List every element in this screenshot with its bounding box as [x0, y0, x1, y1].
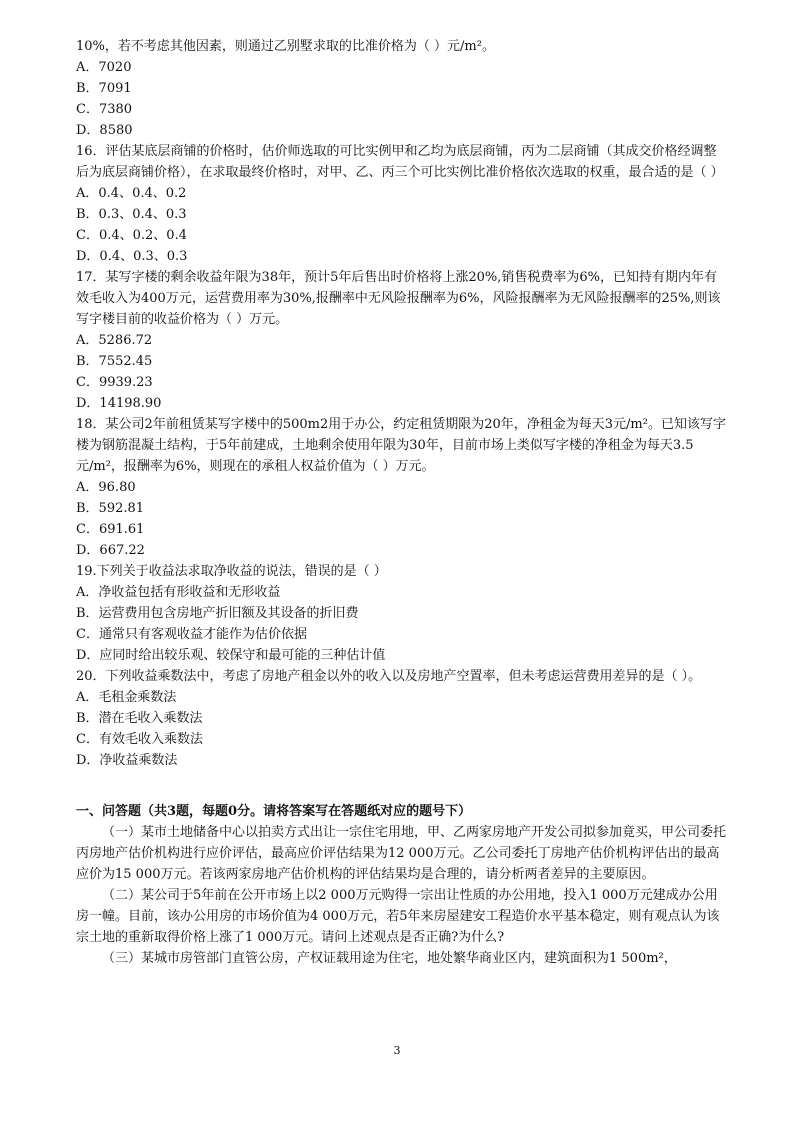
q18-option-c: C．691.61 [76, 522, 145, 537]
q16-text: 16．评估某底层商铺的价格时，估价师选取的可比实例甲和乙均为底层商铺，丙为二层商铺（其成交价格经调整后为底层商铺价格），在求取最终价格时，对甲、乙、丙三个可比实例比准价格依次选取的权重，最合适的是（ ） [76, 144, 724, 180]
q19-option-a: A．净收益包括有形收益和无形收益 [76, 585, 281, 600]
q18-option-d: D．667.22 [76, 543, 145, 558]
q19-text: 19.下列关于收益法求取净收益的说法，错误的是（ ） [76, 564, 387, 579]
q19-option-d: D．应同时给出较乐观、较保守和最可能的三种估计值 [76, 648, 386, 663]
q15-option-c: C．7380 [76, 102, 133, 117]
q20-option-c: C．有效毛收入乘数法 [76, 732, 203, 747]
section-spacer [76, 771, 726, 801]
q16-option-c: C．0.4、0.2、0.4 [76, 228, 187, 243]
q15-option-d: D．8580 [76, 123, 133, 138]
q19-option-c: C．通常只有客观收益才能作为估价依据 [76, 627, 307, 642]
q15-option-a: A．7020 [76, 60, 132, 75]
q20-text: 20．下列收益乘数法中，考虑了房地产租金以外的收入以及房地产空置率，但未考虑运营费用差异的是（ ）。 [76, 669, 702, 684]
q19-option-b: B．运营费用包含房地产折旧额及其设备的折旧费 [76, 606, 359, 621]
q16-option-a: A．0.4、0.4、0.2 [76, 186, 187, 201]
q20-option-d: D．净收益乘数法 [76, 753, 178, 768]
q16-option-d: D．0.4、0.3、0.3 [76, 249, 188, 264]
page-number: 3 [393, 1044, 401, 1057]
q17-option-b: B．7552.45 [76, 354, 153, 369]
q17-option-d: D．14198.90 [76, 396, 162, 411]
essay-question-1: （一）某市土地储备中心以拍卖方式出让一宗住宅用地，甲、乙两家房地产开发公司拟参加竟买，甲公司委托丙房地产估价机构进行应价评估，最高应价评估结果为12 000万元。乙公司委托丁房地产估价机构评估出的最高应价为15 000万元。若该两家房地产估价机构的评估结果均是合理的，请分析两者差异的主要原因。 [76, 825, 727, 882]
q18-text: 18．某公司2年前租赁某写字楼中的500m2用于办公，约定租赁期限为20年，净租金为每天3元/m²。已知该写字楼为钢筋混凝土结构，于5年前建成，土地剩余使用年限为30年，目前市场上类似写字楼的净租金为每天3.5元/m²，报酬率为6%，则现在的承租人权益价值为（ ）万元。 [76, 417, 726, 474]
q17-text: 17．某写字楼的剩余收益年限为38年，预计5年后售出时价格将上涨20%,销售税费率为6%，已知持有期内年有效毛收入为400万元，运营费用率为30%,报酬率中无风险报酬率为6%，风险报酬率为无风险报酬率的25%,则该写字楼目前的收益价格为（ ）万元。 [76, 270, 721, 327]
q16-option-b: B．0.3、0.4、0.3 [76, 207, 187, 222]
q17-option-c: C．9939.23 [76, 375, 153, 390]
q15-tail: 10%，若不考虑其他因素，则通过乙别墅求取的比准价格为（ ）元/m²。 [76, 39, 495, 54]
essay-question-3: （三）某城市房管部门直管公房，产权证载用途为住宅，地处繁华商业区内，建筑面积为1 500m²， [102, 951, 677, 966]
q18-option-a: A．96.80 [76, 480, 136, 495]
q17-option-a: A．5286.72 [76, 333, 153, 348]
section-title: 一、问答题（共3题，每题0分。请将答案写在答题纸对应的题号下） [76, 804, 472, 819]
q18-option-b: B．592.81 [76, 501, 145, 516]
q20-option-a: A．毛租金乘数法 [76, 690, 177, 705]
page-content [76, 36, 726, 969]
essay-question-2: （二）某公司于5年前在公开市场上以2 000万元购得一宗出让性质的办公用地，投入1 000万元建成办公用房一幢。目前，该办公用房的市场价值为4 000万元，若5年来房屋建安工程造价水平基本稳定，则有观点认为该宗土地的重新取得价格上涨了1 000万元。请问上述观点是否正确?为什么? [76, 888, 720, 945]
q20-option-b: B．潜在毛收入乘数法 [76, 711, 203, 726]
q15-option-b: B．7091 [76, 81, 132, 96]
